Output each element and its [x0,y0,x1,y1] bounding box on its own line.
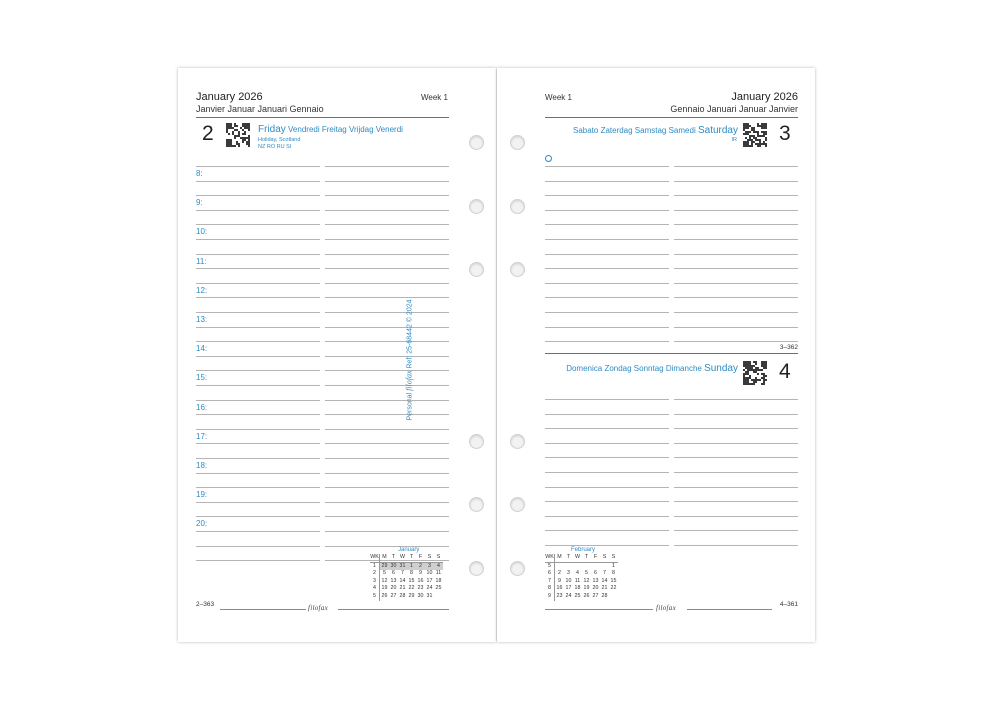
left-write-line [196,224,320,225]
sunday-write-line [674,399,798,400]
saturday-write-line [545,312,669,313]
mini-calendar-header: W [398,554,407,562]
mini-calendar-week-number: 6 [545,570,555,578]
mini-calendar-day: 15 [610,577,617,584]
mini-calendar-day: 30 [390,562,397,569]
left-write-line [196,181,320,182]
left-footer-line-a [220,609,306,610]
saturday-write-line [674,283,798,284]
binder-hole-icon [510,497,525,512]
left-write-line [325,210,449,211]
mini-calendar-day: 22 [610,585,617,592]
mini-calendar-day: 9 [558,577,561,584]
hour-label: 20: [196,519,208,529]
sunday-day-name-translations: Domenica Zondag Sonntag Dimanche [566,364,702,373]
hour-label: 8: [196,169,203,178]
left-write-line [325,429,449,430]
left-write-line [325,385,449,386]
saturday-write-line [545,341,669,342]
left-day-name-translations: Vendredi Freitag Vrijdag Venerdi [288,125,403,134]
mini-calendar-day [564,562,573,570]
mini-calendar-header: T [582,554,591,562]
saturday-write-line [674,312,798,313]
side-print-brand: filofax [404,370,414,391]
saturday-write-line [674,268,798,269]
binder-hole-icon [469,135,484,150]
right-filofax-logo: filofax [656,604,676,612]
left-mini-calendar [370,554,443,601]
mini-calendar-header: M [380,554,390,562]
mini-calendar-week-number: 2 [370,570,380,578]
mini-calendar-day: 29 [380,562,390,570]
sunday-write-line [674,501,798,502]
left-write-line [325,239,449,240]
mini-calendar-day: 13 [592,577,599,584]
saturday-write-line [545,297,669,298]
mini-calendar-day [582,562,591,570]
binder-hole-icon [469,262,484,277]
left-write-line [325,254,449,255]
hour-label: 16: [196,402,208,412]
mini-calendar-day: 7 [603,570,606,577]
mini-calendar-day: 1 [612,562,615,569]
mini-calendar-day: 21 [601,585,608,592]
mini-calendar-header: F [591,554,600,562]
sunday-write-line [674,516,798,517]
mini-calendar-day: 5 [585,570,588,577]
mini-calendar-header: F [416,554,425,562]
mini-calendar-day: 14 [601,577,608,584]
left-mini-calendar-title: January [398,547,420,553]
mini-calendar-week-row [370,593,443,601]
mini-calendar-day: 29 [408,592,415,599]
mini-calendar-day: 4 [576,570,579,577]
hour-label: 15: [196,373,208,383]
mini-calendar-week-number: 3 [370,578,380,586]
sunday-write-line [545,457,669,458]
mini-calendar-day: 19 [381,585,388,592]
mini-calendar-week-row [545,593,618,601]
mini-calendar-day: 18 [435,577,442,584]
left-write-line [325,181,449,182]
hour-label: 10: [196,227,208,237]
left-write-line [325,312,449,313]
saturday-write-line [545,195,669,196]
mini-calendar-header: T [389,554,398,562]
mini-calendar-day: 19 [583,585,590,592]
sunday-write-line [545,501,669,502]
binder-hole-icon [510,262,525,277]
left-write-line [325,458,449,459]
sunday-day-name [566,363,738,374]
mini-calendar-day: 26 [381,592,388,599]
circle-marker-icon [545,155,552,162]
hour-label: 9: [196,198,203,208]
hour-label: 12: [196,285,208,295]
left-write-line [196,400,320,401]
saturday-qr-code-icon [743,123,767,147]
mini-calendar-day: 18 [574,585,581,592]
mini-calendar-day: 28 [601,592,608,599]
saturday-write-line [545,224,669,225]
mini-calendar-day: 10 [565,577,572,584]
right-week-label: Week 1 [545,93,572,102]
mini-calendar-week-row [370,570,443,578]
sunday-day-number: 4 [779,360,791,383]
hour-label: 14: [196,344,208,354]
saturday-day-name-translations: Sabato Zaterdag Samstag Samedi [572,126,696,135]
saturday-write-line [545,239,669,240]
saturday-write-line [674,224,798,225]
left-month-title: January 2026 [196,91,263,103]
mini-calendar-header: S [609,554,618,562]
sunday-write-line [545,545,669,546]
mini-calendar-day: 3 [425,562,434,570]
hour-label: 13: [196,315,208,324]
mini-calendar-day: 12 [583,577,590,584]
left-write-line [325,341,449,342]
left-write-line [325,297,449,298]
right-footer-count: 4–361 [779,601,798,608]
mini-calendar-week-row [545,578,618,586]
left-filofax-logo: filofax [308,604,328,612]
mini-calendar-day: 20 [390,585,397,592]
saturday-write-line [545,181,669,182]
saturday-write-line [674,210,798,211]
mini-calendar-day: 23 [417,585,424,592]
mini-calendar-day: 20 [592,585,599,592]
saturday-day-number: 3 [779,122,791,145]
mini-calendar-day [573,562,582,570]
left-day-name [258,124,403,135]
saturday-write-line [674,195,798,196]
left-write-line [196,254,320,255]
mini-calendar-week-number: 1 [370,562,380,570]
right-footer-line-b [687,609,772,610]
left-write-line [196,239,320,240]
left-write-line [325,502,449,503]
left-write-line [196,385,320,386]
sunday-write-line [674,443,798,444]
mini-calendar-day: 27 [390,592,397,599]
left-write-line [196,166,320,167]
saturday-write-line [674,341,798,342]
mini-calendar-header: W [573,554,582,562]
mini-calendar-header: S [600,554,609,562]
binder-hole-icon [510,199,525,214]
left-write-line [325,414,449,415]
mini-calendar-day: 11 [435,570,442,577]
mini-calendar-week-row [545,585,618,593]
left-write-line [196,356,320,357]
mini-calendar-header: WK [370,554,380,562]
left-header-rule [196,117,449,118]
mini-calendar-header: T [407,554,416,562]
left-write-line [196,473,320,474]
mini-calendar-day: 30 [417,592,424,599]
left-write-line [196,414,320,415]
saturday-write-line [545,254,669,255]
right-month-title: January 2026 [731,91,798,103]
mini-calendar-day: 13 [390,577,397,584]
left-write-line [325,283,449,284]
mini-calendar-day: 8 [410,570,413,577]
right-month-languages: Gennaio Januari Januar Janvier [670,104,798,114]
sunday-write-line [674,530,798,531]
binder-hole-icon [510,434,525,449]
mini-calendar-day: 3 [567,570,570,577]
left-write-line [196,370,320,371]
mini-calendar-day [600,562,609,570]
mini-calendar-week-number: 8 [545,585,555,593]
left-write-line [325,370,449,371]
sunday-day-name-main: Sunday [704,363,738,374]
right-header-rule [545,117,798,118]
left-week-label: Week 1 [421,93,448,102]
left-qr-code-icon [226,123,250,147]
hour-label: 18: [196,461,208,470]
mini-calendar-day: 12 [381,577,388,584]
saturday-write-line [674,239,798,240]
mini-calendar-day [591,562,600,570]
mini-calendar-day: 24 [565,592,572,599]
saturday-write-line [545,166,669,167]
mini-calendar-day: 16 [417,577,424,584]
mini-calendar-day: 16 [556,585,563,592]
mini-calendar-day: 22 [408,585,415,592]
saturday-write-line [674,166,798,167]
mini-calendar-header: S [434,554,443,562]
sunday-write-line [545,399,669,400]
hour-label: 11: [196,256,207,266]
mini-calendar-week-number: 7 [545,578,555,586]
mini-calendar-header: M [555,554,565,562]
mini-calendar-day: 31 [399,562,406,569]
saturday-region: IR [731,137,737,143]
right-mini-calendar [545,554,618,601]
mini-calendar-week-row [545,562,618,570]
left-write-line [196,268,320,269]
sunday-write-line [545,414,669,415]
mini-calendar-week-row [370,562,443,570]
saturday-write-line [674,181,798,182]
mini-calendar-day: 17 [565,585,572,592]
left-write-line [196,429,320,430]
mini-calendar-day: 10 [426,570,433,577]
left-write-line [196,195,320,196]
hour-label: 19: [196,490,208,500]
left-write-line [196,312,320,313]
sunday-write-line [545,516,669,517]
left-write-line [325,546,449,547]
left-write-line [196,516,320,517]
mini-calendar-day: 31 [426,592,433,599]
mini-calendar-week-row [370,578,443,586]
left-write-line [325,268,449,269]
mini-calendar-day: 1 [407,562,416,570]
right-diary-page [497,68,815,642]
left-write-line [325,487,449,488]
left-diary-page [178,68,496,642]
mini-calendar-week-number: 4 [370,585,380,593]
left-write-line [325,195,449,196]
sunday-write-line [545,472,669,473]
left-footer-count: 2–363 [196,601,215,608]
sunday-write-line [674,487,798,488]
mini-calendar-day: 23 [556,592,563,599]
mini-calendar-day: 11 [574,577,581,584]
mini-calendar-header: S [425,554,434,562]
mini-calendar-week-number: 5 [370,593,380,601]
saturday-write-line [545,283,669,284]
left-holiday-note: Holiday, Scotland [258,137,301,143]
binder-hole-icon [469,199,484,214]
mini-calendar-day: 4 [434,562,443,570]
left-write-line [196,502,320,503]
binder-hole-icon [469,434,484,449]
left-write-line [196,327,320,328]
left-write-line [196,297,320,298]
left-day-name-main: Friday [258,124,286,135]
mini-calendar-day: 25 [435,585,442,592]
saturday-write-line [545,268,669,269]
sunday-write-line [674,472,798,473]
sunday-write-line [674,457,798,458]
left-write-line [325,327,449,328]
sunday-write-line [545,530,669,531]
left-write-line [196,341,320,342]
mini-calendar-day: 15 [408,577,415,584]
saturday-footer-count: 3–362 [779,344,798,351]
sunday-write-line [545,443,669,444]
left-write-line [196,443,320,444]
sunday-write-line [545,487,669,488]
left-holiday-regions: NZ RO RU SI [258,144,292,150]
mini-calendar-day: 17 [426,577,433,584]
left-write-line [325,166,449,167]
mini-calendar-day: 28 [399,592,406,599]
left-month-languages: Janvier Januar Januari Gennaio [196,104,324,114]
left-write-line [325,531,449,532]
side-print-copyright: © 2024 [406,299,414,323]
binder-hole-icon [510,561,525,576]
binder-hole-icon [510,135,525,150]
mini-calendar-day [609,593,618,601]
left-write-line [196,458,320,459]
right-footer-line-a [545,609,653,610]
mini-calendar-day [555,562,565,570]
saturday-write-line [545,210,669,211]
side-print [405,299,414,420]
binder-hole-icon [469,497,484,512]
mini-calendar-day: 2 [558,570,561,577]
day-divider-rule [545,353,798,354]
left-write-line [196,283,320,284]
saturday-write-line [674,254,798,255]
left-write-line [325,400,449,401]
sunday-write-line [674,414,798,415]
left-footer-line-b [338,609,449,610]
mini-calendar-header: WK [545,554,555,562]
saturday-day-name [573,125,738,136]
mini-calendar-week-row [370,585,443,593]
mini-calendar-day [434,593,443,601]
mini-calendar-day: 14 [399,577,406,584]
mini-calendar-week-number: 5 [545,562,555,570]
mini-calendar-header: T [564,554,573,562]
mini-calendar-day: 2 [416,562,425,570]
sunday-write-line [545,428,669,429]
right-mini-calendar-title: February [571,547,596,553]
binder-hole-icon [469,561,484,576]
left-write-line [325,516,449,517]
mini-calendar-day: 9 [419,570,422,577]
left-write-line [196,560,320,561]
mini-calendar-week-row [545,570,618,578]
mini-calendar-week-number: 9 [545,593,555,601]
left-write-line [196,531,320,532]
left-write-line [325,224,449,225]
mini-calendar-day: 6 [594,570,597,577]
left-write-line [325,443,449,444]
mini-calendar-day: 7 [401,570,404,577]
mini-calendar-day: 25 [574,592,581,599]
saturday-write-line [545,327,669,328]
mini-calendar-day: 27 [592,592,599,599]
saturday-day-name-main: Saturday [697,125,738,136]
side-print-ref: Ref: 25-68442 [406,324,414,369]
side-print-size: Personal [406,392,414,421]
sunday-write-line [674,545,798,546]
mini-calendar-day: 26 [583,592,590,599]
mini-calendar-day: 5 [383,570,386,577]
saturday-write-line [674,297,798,298]
mini-calendar-day: 6 [392,570,395,577]
sunday-write-line [674,428,798,429]
left-day-number: 2 [202,122,214,145]
left-write-line [196,487,320,488]
left-write-line [325,473,449,474]
left-write-line [196,546,320,547]
mini-calendar-day: 8 [612,570,615,577]
sunday-qr-code-icon [743,361,767,385]
left-write-line [196,210,320,211]
mini-calendar-day: 21 [399,585,406,592]
saturday-write-line [674,327,798,328]
left-write-line [325,356,449,357]
hour-label: 17: [196,431,208,441]
mini-calendar-day: 24 [426,585,433,592]
